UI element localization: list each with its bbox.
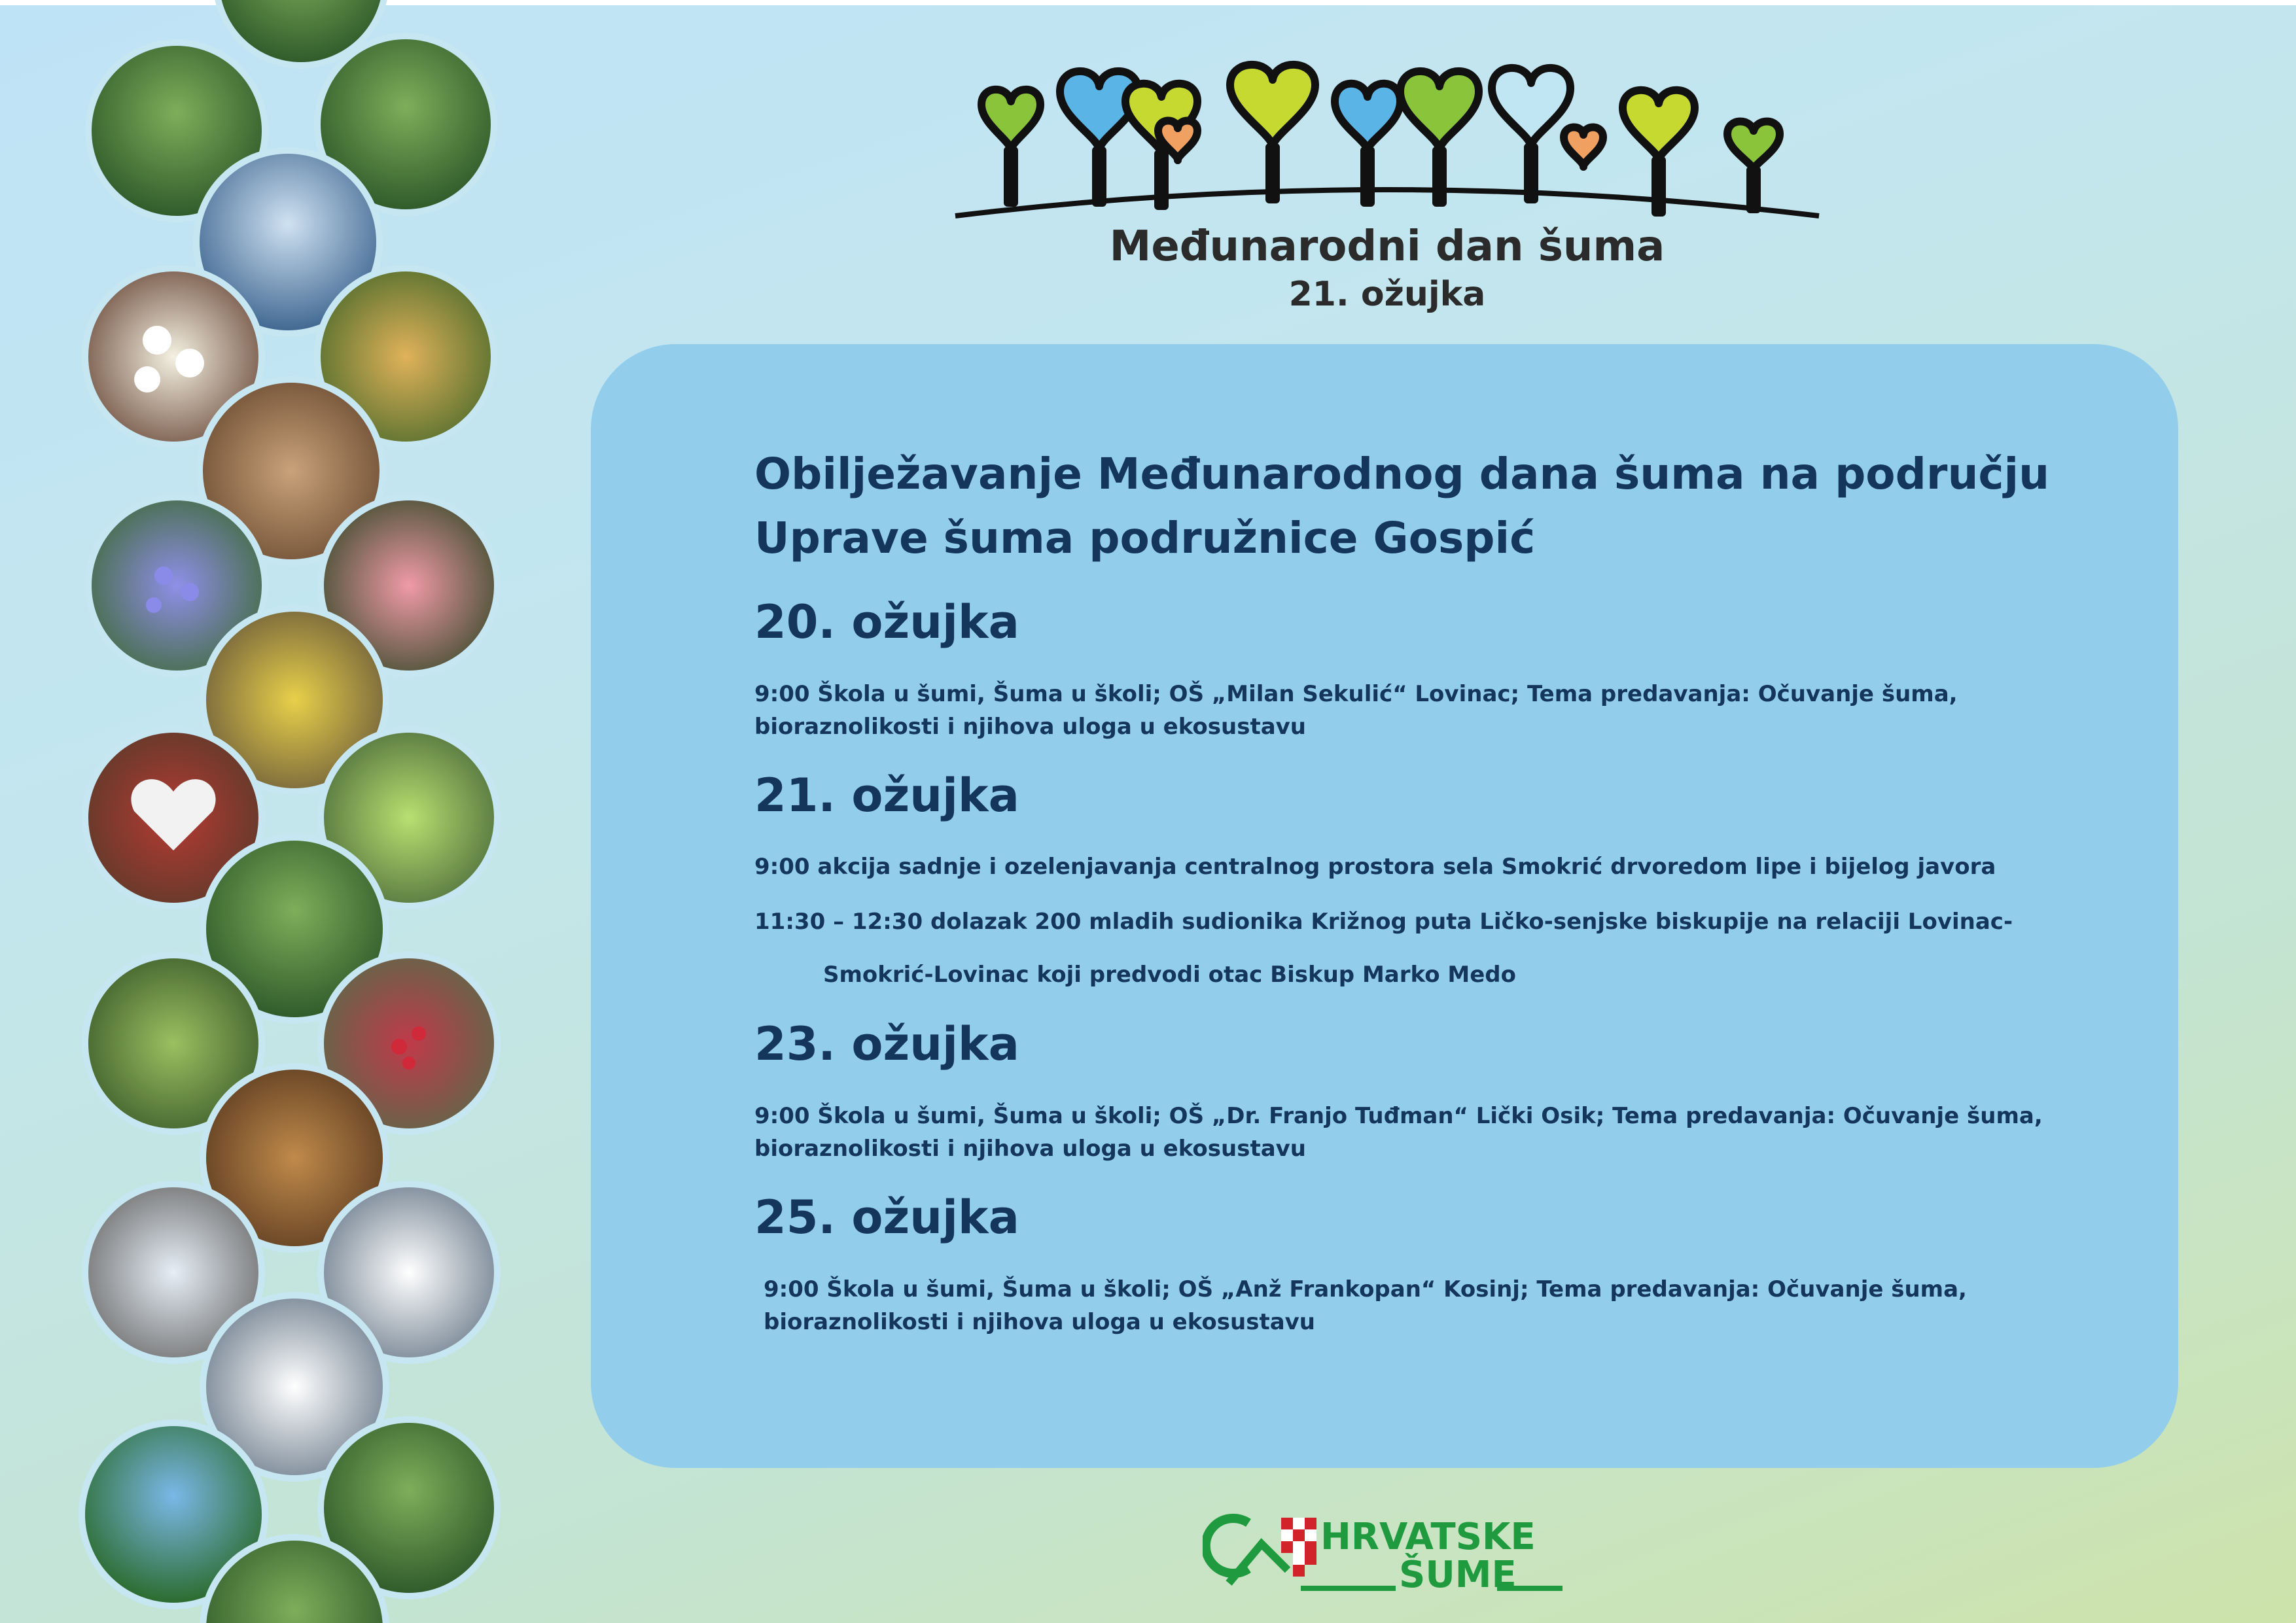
event-item: 9:00 Škola u šumi, Šuma u školi; OŠ „Anž Frankopan“ Kosinj; Tema predavanja: Očuvanje šuma, bioraznolikosti i njihova uloga u ekosustavu — [764, 1276, 1967, 1335]
header-title: Međunarodni dan šuma — [1109, 222, 1665, 271]
event-item-continuation: Smokrić-Lovinac koji predvodi otac Biskup Marko Medo — [823, 962, 1516, 988]
day-heading: 23. ožujka — [754, 1017, 1019, 1071]
hrvatske-sume-logo — [1203, 1505, 1569, 1596]
event-item: 11:30 – 12:30 dolazak 200 mladih sudionika Križnog puta Ličko-senjske biskupije na relaciji Lovinac- — [754, 909, 2013, 935]
day-heading: 25. ožujka — [754, 1191, 1019, 1244]
event-item: 9:00 Škola u šumi, Šuma u školi; OŠ „Dr. Franjo Tuđman“ Lički Osik; Tema predavanja: Očuvanje šuma, bioraznolikosti i njihova uloga u ekosustavu — [754, 1103, 2043, 1162]
header-date: 21. ožujka — [1288, 275, 1486, 314]
main-title-line-1: Obilježavanje Međunarodnog dana šuma na području — [754, 449, 2050, 499]
day-heading: 20. ožujka — [754, 595, 1019, 649]
logo-text-line-1: HRVATSKE — [1320, 1516, 1536, 1558]
day-heading: 21. ožujka — [754, 769, 1019, 822]
event-item: 9:00 Škola u šumi, Šuma u školi; OŠ „Milan Sekulić“ Lovinac; Tema predavanja: Očuvanje šuma, bioraznolikosti i njihova uloga u ekosustavu — [754, 681, 1958, 740]
heart-trees-logo — [942, 59, 1832, 229]
main-title — [754, 442, 2115, 570]
main-title-line-2: Uprave šuma podružnice Gospić — [754, 513, 1536, 563]
logo-text-line-2: ŠUME — [1399, 1554, 1517, 1596]
event-item: 9:00 akcija sadnje i ozelenjavanja centralnog prostora sela Smokrić drvoredom lipe i bijelog javora — [754, 854, 1996, 880]
photo-collage — [0, 0, 537, 1623]
